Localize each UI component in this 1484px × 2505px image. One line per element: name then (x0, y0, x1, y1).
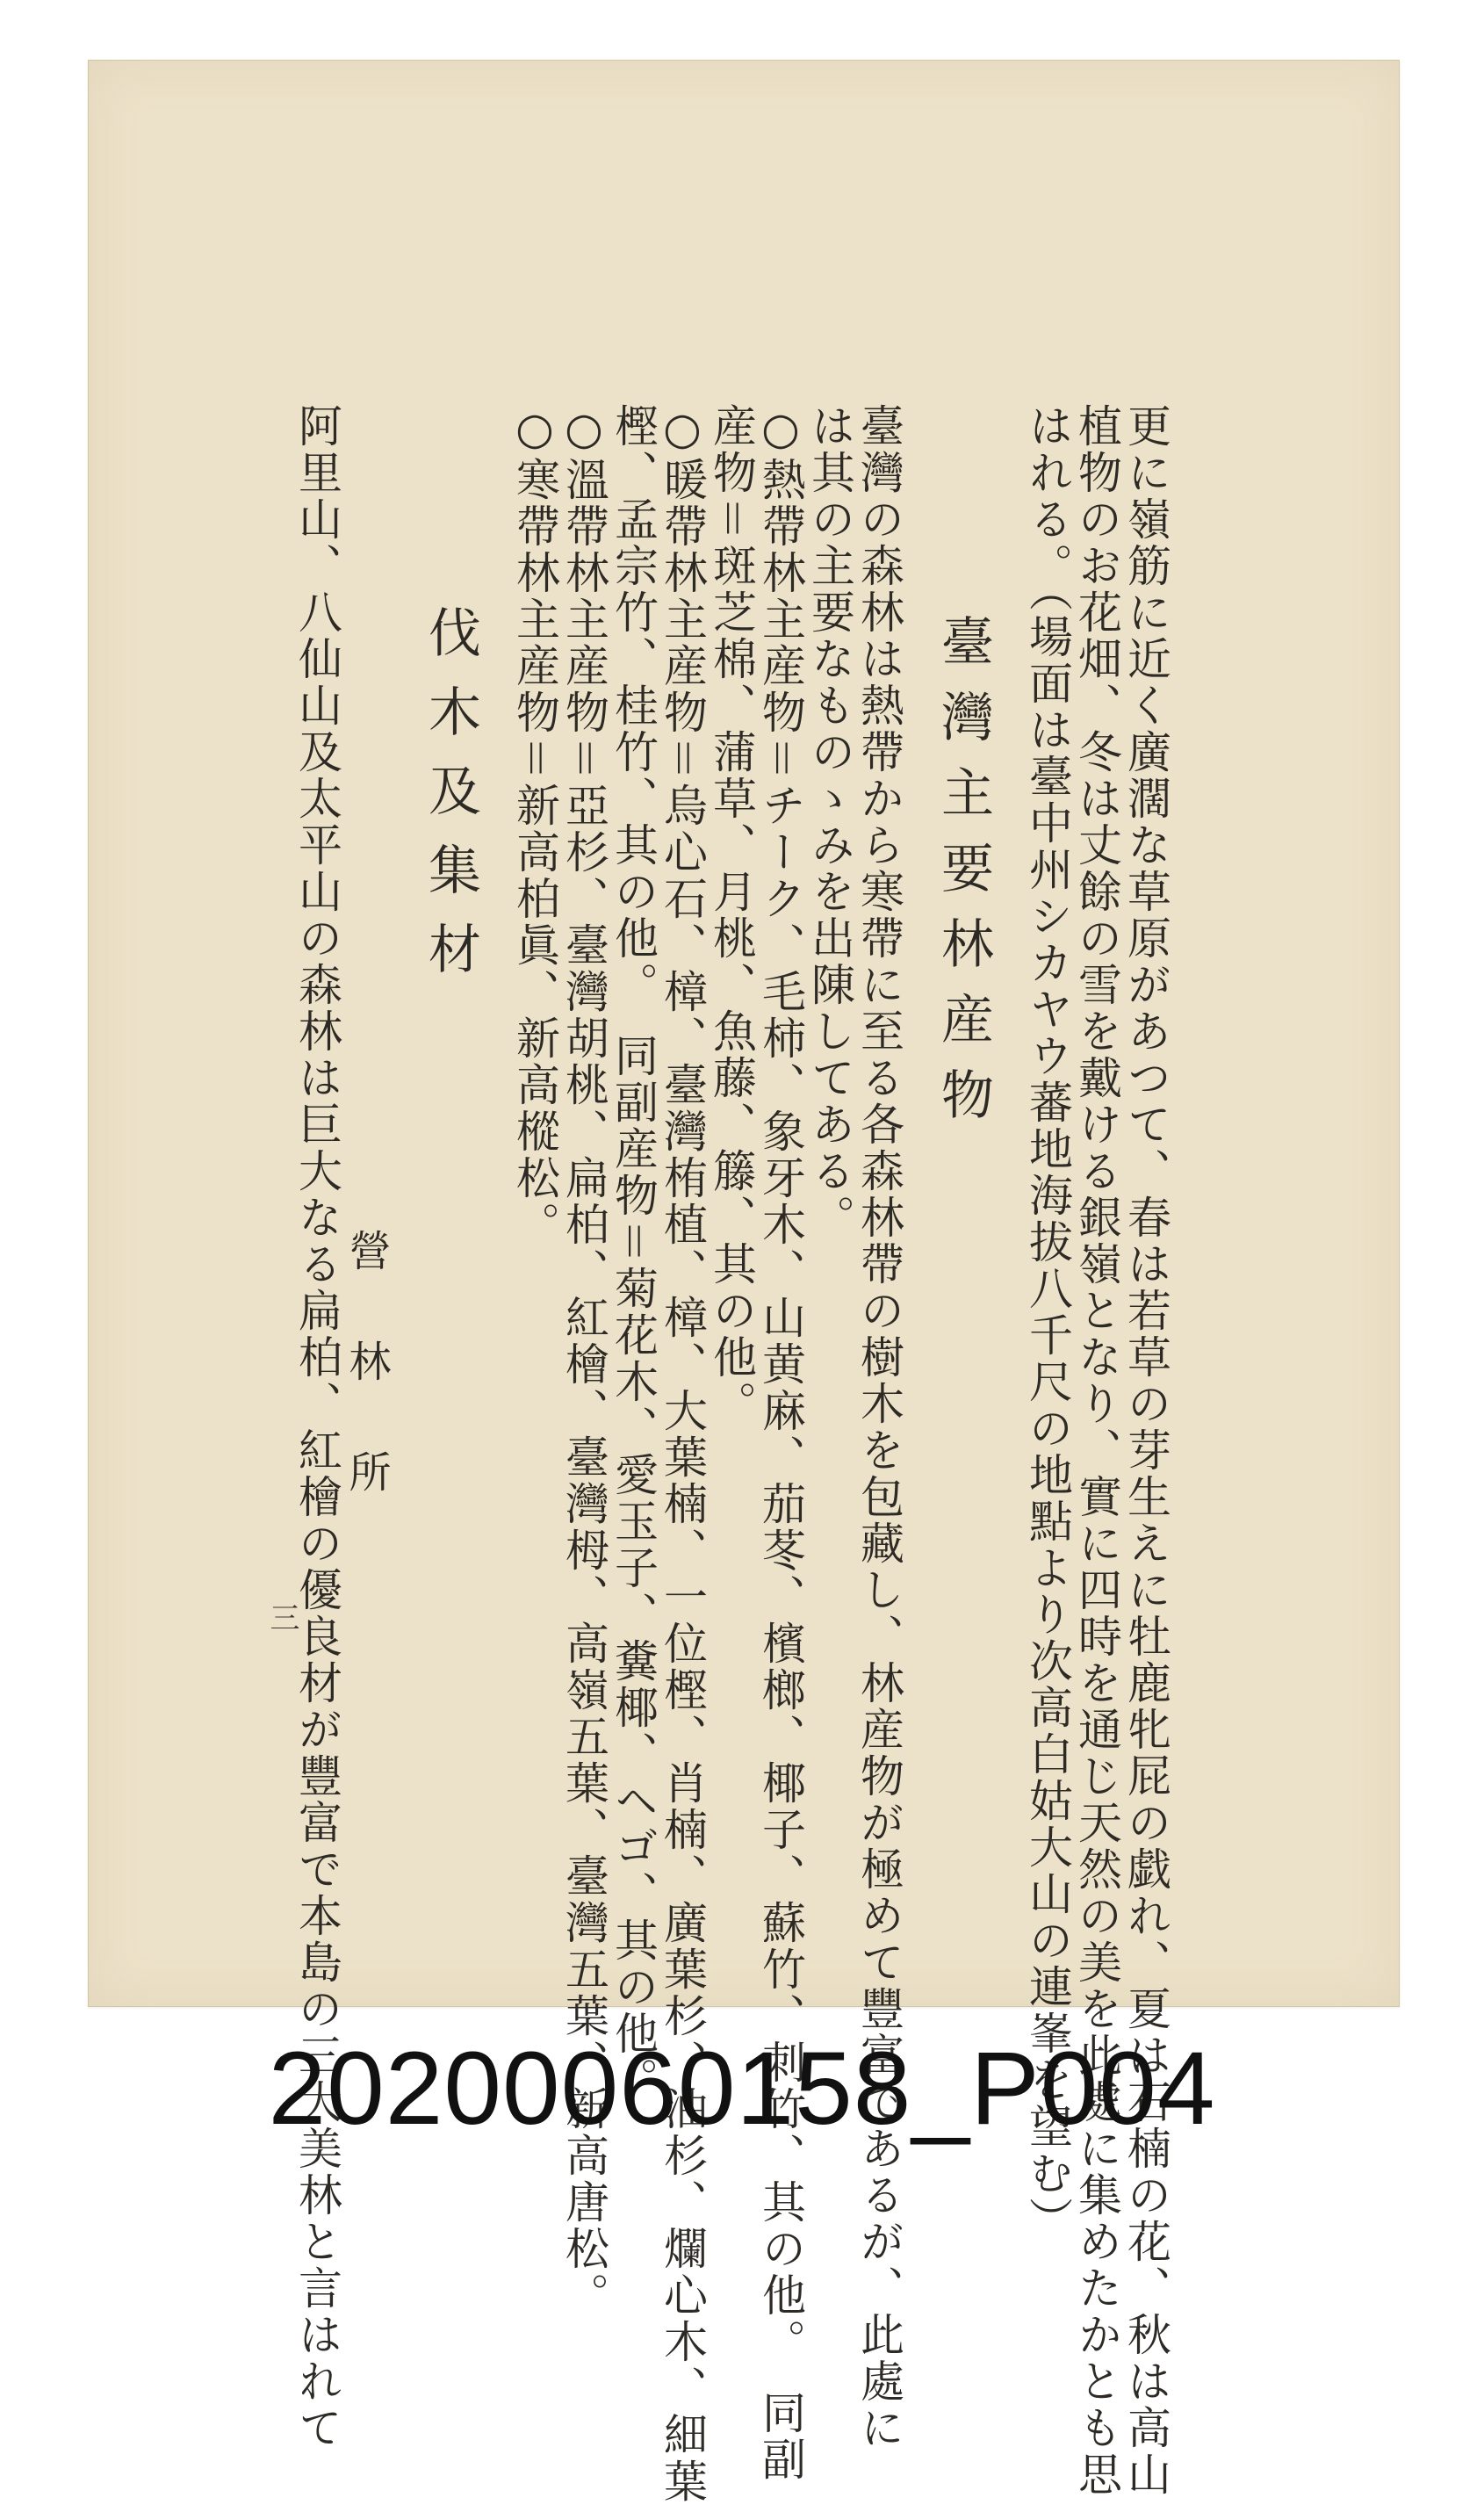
image-caption: 20200060158_P004 (268, 2031, 1216, 2147)
text-line: は其の主要なものゝみを出陳してある。 (804, 403, 855, 1241)
text-line: ○寒帶林主産物＝新高柏眞、新高樅松。 (509, 403, 560, 1248)
text-line: はれる。（場面は臺中州シカヤウ蕃地海拔八千尺の地點より次高白姑大山の連峯を望む） (1022, 403, 1073, 2243)
page-number: 三 (264, 1602, 299, 1632)
text-line: 阿里山、八仙山及太平山の森林は巨大なる扁柏、紅檜の優良材が豐富で本島の三大美林と言はれて (292, 403, 342, 2451)
signature: 營林所 (342, 1229, 391, 1561)
section-heading: 伐木及集材 (420, 605, 481, 1000)
text-line: 臺灣の森林は熱帶から寒帶に至る各森林帶の樹木を包藏し、林産物が極めて豐富であるが、此處に (854, 403, 904, 2451)
text-line: 更に嶺筋に近く廣濶な草原があつて、春は若草の芽生えに牡鹿牝屁の戯れ、夏は石楠の花、秋は高山 (1120, 403, 1171, 2498)
text-line: ○暖帶林主産物＝烏心石、樟、臺灣栯植、樟、大葉楠、一位樫、肖楠、廣葉杉、油杉、爛心木、細葉 (657, 403, 708, 2505)
text-line: ○熱帶林主産物＝チーク、毛柿、象牙木、山黄麻、茄苳、檳榔、椰子、蘇竹、刺竹、其の他。 同副 (755, 403, 806, 2483)
text-line: 産物＝斑芝棉、蒲草、月桃、魚藤、籐、其の他。 (706, 403, 757, 1427)
text-line: ○溫帶林主産物＝亞杉、臺灣胡桃、扁柏、紅檜、臺灣栂、高嶺五葉、臺灣五葉、新高唐松。 (558, 403, 609, 2319)
text-line: 植物のお花畑、冬は丈餘の雪を戴ける銀嶺となり、實に四時を通じ天然の美を此處に集めたかとも思 (1071, 403, 1122, 2498)
section-heading: 臺灣主要林産物 (933, 614, 994, 1143)
text-line: 樫、孟宗竹、桂竹、其の他。 同副産物＝菊花木、愛玉子、糞椰、ヘゴ、其の他。 (608, 403, 659, 2104)
